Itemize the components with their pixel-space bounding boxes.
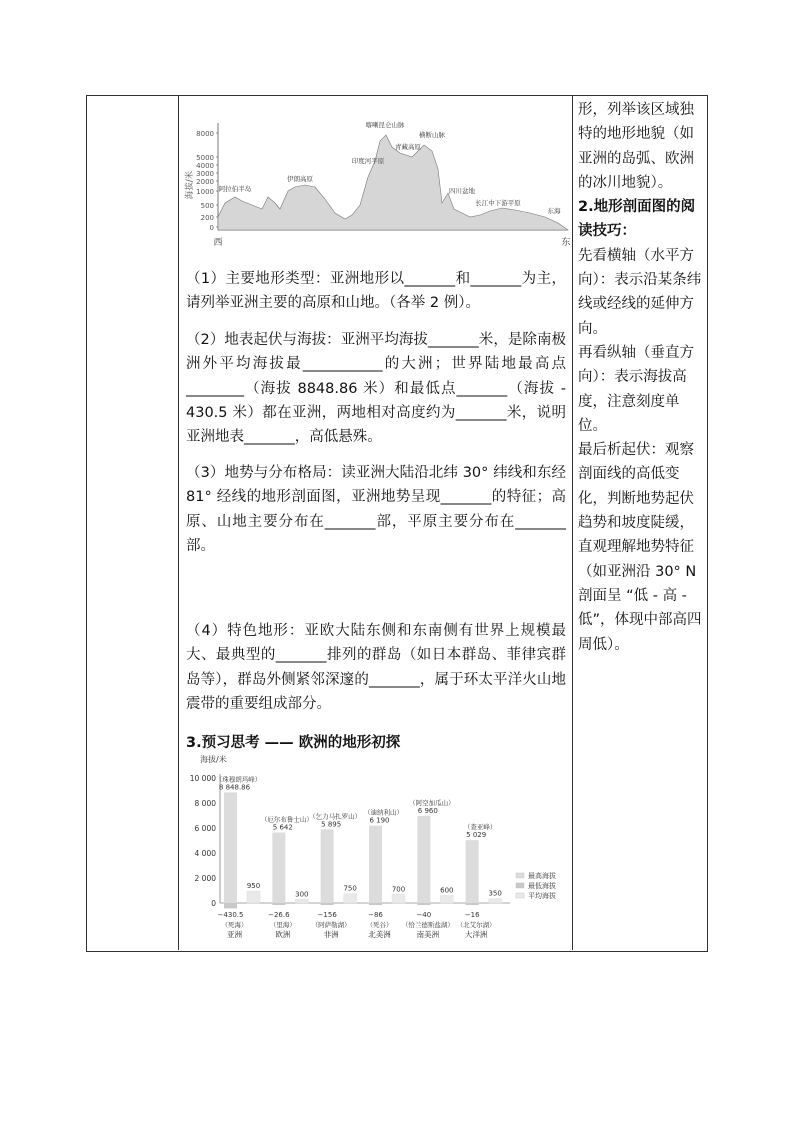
- profile-region-label: 喀喇昆仑山脉: [365, 121, 405, 129]
- bar-highest-peak-label: （查亚峰）: [463, 823, 497, 832]
- bar-chart-y-tick: 6 000: [194, 824, 216, 833]
- bar-average-value-label: 350: [488, 889, 502, 898]
- bar-lowest: [272, 903, 285, 905]
- bar-highest: [272, 832, 285, 903]
- profile-y-tick: 0: [209, 224, 214, 232]
- bar-category-label: 南美洲: [416, 930, 440, 939]
- profile-y-label: 海拔/米: [185, 170, 195, 200]
- bar-lowest-value-label: −40: [416, 911, 432, 919]
- legend-swatch: [516, 883, 524, 888]
- bar-average: [247, 891, 260, 903]
- bar-highest: [369, 826, 382, 903]
- bar-lowest-place-label: （北艾尔湖）: [456, 921, 496, 929]
- profile-region-label: 横断山脉: [419, 131, 445, 139]
- side-note-continuation: 形，列举该区域独特的地形地貌（如亚洲的岛弧、欧洲的冰川地貌）。: [578, 102, 694, 191]
- profile-region-label: 印度河平原: [351, 157, 385, 165]
- profile-region-label: 阿拉伯半岛: [218, 185, 252, 193]
- legend-swatch: [516, 893, 524, 898]
- profile-y-tick: 200: [200, 214, 214, 222]
- bar-average-value-label: 750: [343, 884, 357, 893]
- bar-lowest: [417, 903, 430, 905]
- bar-highest: [224, 792, 237, 903]
- bar-chart-y-label: 海拔/米: [200, 755, 227, 764]
- bar-average: [489, 899, 502, 903]
- bar-highest: [466, 840, 479, 903]
- bar-highest-peak-label: （珠穆朗玛峰）: [215, 775, 262, 784]
- bar-chart-y-tick: 4 000: [194, 849, 216, 858]
- bar-lowest-value-label: −430.5: [217, 911, 244, 919]
- bar-lowest-value-label: −86: [368, 911, 383, 919]
- profile-y-axis: [184, 123, 218, 232]
- side-note-heading: 2.地形剖面图的阅读技巧：: [578, 199, 696, 240]
- bar-chart-y-tick: 0: [211, 899, 216, 908]
- bar-highest-value-label: 5 895: [321, 820, 342, 829]
- side-notes-column: [578, 98, 708, 657]
- column-divider-right: [572, 95, 573, 950]
- bar-highest-value-label: 6 190: [369, 816, 390, 825]
- profile-y-tick: 2000: [196, 178, 214, 186]
- bar-lowest-place-label: （死谷）: [366, 921, 393, 929]
- bar-highest: [417, 816, 430, 903]
- bar-category-label: 北美洲: [368, 930, 391, 939]
- question-1: （1）主要地形类型：亚洲地形以_______和_______为主，请列举亚洲主要的高原和山地。（各举 2 例）。: [186, 271, 566, 312]
- bar-lowest-place-label: （里海）: [269, 921, 296, 929]
- bar-average: [440, 896, 453, 904]
- bar-highest-peak-label: （乞力马扎罗山）: [309, 812, 362, 821]
- bar-highest-value-label: 6 960: [417, 807, 438, 815]
- bar-highest: [321, 829, 334, 903]
- bar-category-label: 亚洲: [227, 930, 242, 939]
- bar-highest-value-label: 8 848.86: [218, 783, 251, 792]
- bar-average-value-label: 300: [295, 890, 309, 899]
- bar-average: [344, 894, 357, 903]
- profile-terrain-area: [218, 135, 568, 230]
- bar-category-label: 大洋洲: [464, 930, 488, 939]
- bar-category-label: 非洲: [323, 930, 339, 939]
- section-3-heading: 3.预习思考 —— 欧洲的地形初探: [186, 735, 401, 751]
- profile-y-tick: 5000: [196, 154, 214, 162]
- bar-average-value-label: 950: [246, 882, 261, 891]
- profile-y-tick: 4000: [196, 162, 214, 170]
- bar-highest-peak-label: （阿空加瓜山）: [409, 799, 455, 807]
- legend-label: 最低海拔: [528, 882, 556, 890]
- bar-highest-peak-label: （厄尔布鲁士山）: [260, 815, 313, 824]
- bar-lowest-place-label: （阿萨勒湖）: [311, 921, 351, 929]
- bar-average: [295, 899, 308, 903]
- profile-region-label: 青藏高原: [395, 143, 421, 151]
- bar-lowest-value-label: −16: [464, 911, 480, 919]
- question-3: （3）地势与分布格局：读亚洲大陆沿北纬 30° 纬线和东经 81° 经线的地形剖面图，亚洲地势呈现_______的特征；高原、山地主要分布在_______部，平原主要分布在_______部。: [186, 465, 566, 554]
- bar-average: [392, 894, 405, 903]
- bar-highest-peak-label: （迪纳利山）: [364, 808, 403, 817]
- legend-swatch: [516, 873, 524, 878]
- legend-label: 平均海拔: [528, 892, 556, 900]
- bar-chart-y-tick: 2 000: [194, 874, 216, 883]
- asia-terrain-profile-chart: [180, 105, 572, 265]
- bar-highest-value-label: 5 642: [272, 823, 293, 832]
- bar-lowest-value-label: −26.6: [268, 911, 290, 919]
- side-note-analysis: 最后析起伏：观察剖面线的高低变化，判断地势起伏趋势和坡度陡缓，直观理解地势特征（如亚洲沿 30° N 剖面呈 “低 - 高 - 低”，体现中部高四周低）。: [578, 442, 702, 653]
- bar-lowest-place-label: （死海）: [221, 921, 248, 929]
- main-column: [180, 95, 572, 950]
- question-2: （2）地表起伏与海拔：亚洲平均海拔_______米，是除南极洲外平均海拔最___________的大洲；世界陆地最高点________（海拔 8848.86 米）和最低点_______（海拔 - 430.5 米）都在亚洲，两地相对高度约为_______米，说明亚洲地表_______，高低悬殊。: [186, 332, 566, 446]
- profile-y-tick: 500: [200, 202, 214, 210]
- profile-y-tick: 8000: [196, 130, 214, 138]
- legend-label: 最高海拔: [528, 872, 556, 880]
- continent-elevation-bar-chart: [180, 750, 572, 950]
- column-divider-left: [178, 95, 179, 950]
- bar-highest-value-label: 5 029: [466, 831, 487, 840]
- bar-average-value-label: 700: [391, 885, 406, 894]
- profile-y-tick: 1000: [196, 188, 214, 196]
- profile-region-label: 东海: [547, 207, 561, 215]
- bar-lowest: [466, 903, 479, 905]
- bar-lowest: [321, 903, 334, 905]
- profile-y-tick: 3000: [196, 170, 214, 178]
- bar-chart-y-tick: 8 000: [194, 799, 216, 808]
- bar-lowest: [369, 903, 382, 905]
- bar-chart-y-tick: 10 000: [189, 774, 216, 783]
- bar-lowest: [224, 903, 237, 908]
- profile-region-label: 伊朗高原: [287, 175, 313, 183]
- side-note-vertical-axis: 再看纵轴（垂直方向）：表示海拔高度，注意刻度单位。: [578, 344, 694, 434]
- question-4: （4）特色地形：亚欧大陆东侧和东南侧有世界上规模最大、最典型的_______排列的群岛（如日本群岛、菲律宾群岛等），群岛外侧紧邻深邃的_______，属于环太平洋火山地震带的重要组成部分。: [186, 623, 566, 712]
- profile-x-end: 东: [561, 238, 571, 248]
- profile-region-label: 长江中下游平原: [475, 199, 521, 207]
- profile-region-label: 四川盆地: [449, 187, 475, 195]
- bar-category-label: 欧洲: [275, 930, 291, 939]
- bar-average-value-label: 600: [440, 886, 454, 895]
- bar-lowest-place-label: （恰兰德斯盐湖）: [401, 921, 454, 929]
- bar-lowest-value-label: −156: [317, 911, 337, 919]
- side-note-horizontal-axis: 先看横轴（水平方向）：表示沿某条纬线或经线的延伸方向。: [578, 247, 702, 337]
- profile-x-start: 西: [213, 238, 223, 248]
